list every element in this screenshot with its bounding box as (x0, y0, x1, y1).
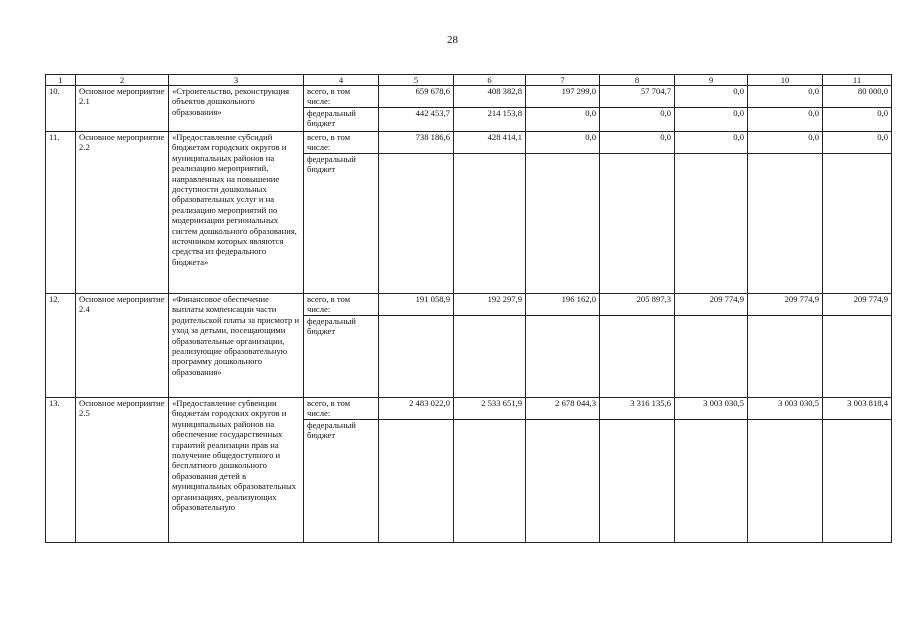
column-header: 5 (379, 75, 454, 86)
amount-cell: 0,0 (823, 132, 892, 154)
column-header: 11 (823, 75, 892, 86)
row-number: 10. (46, 86, 76, 132)
amount-cell (379, 420, 454, 543)
amount-cell: 2 678 044,3 (526, 398, 600, 420)
amount-cell: 0,0 (675, 132, 748, 154)
amount-cell (526, 420, 600, 543)
amount-cell: 209 774,9 (823, 294, 892, 316)
amount-cell: 3 316 135,6 (600, 398, 675, 420)
amount-cell (600, 154, 675, 294)
column-header: 4 (304, 75, 379, 86)
row-number: 13. (46, 398, 76, 543)
amount-cell: 0,0 (600, 108, 675, 132)
table-row (46, 132, 892, 154)
amount-cell (675, 154, 748, 294)
column-header: 9 (675, 75, 748, 86)
amount-cell (454, 316, 526, 398)
amount-cell (454, 420, 526, 543)
event-name: Основное мероприятие 2.4 (76, 294, 169, 398)
amount-cell: 0,0 (748, 108, 823, 132)
funding-source: всего, в том числе: (304, 398, 379, 420)
funding-source: всего, в том числе: (304, 86, 379, 108)
amount-cell (748, 154, 823, 294)
amount-cell: 0,0 (823, 108, 892, 132)
amount-cell (675, 316, 748, 398)
amount-cell (823, 420, 892, 543)
amount-cell: 209 774,9 (748, 294, 823, 316)
amount-cell: 80 000,0 (823, 86, 892, 108)
amount-cell (748, 316, 823, 398)
funding-source: федеральный бюджет (304, 420, 379, 543)
amount-cell: 428 414,1 (454, 132, 526, 154)
amount-cell (748, 420, 823, 543)
table-row (46, 86, 892, 108)
event-description: «Предоставление субсидий бюджетам городских округов и муниципальных районов на реализацию мероприятий, направленных на повышение доступности дошкольных образовательных услуг и на реализацию мероприятий по модернизации региональных систем дошкольного образования, источником которых являются средства из федерального бюджета» (169, 132, 304, 294)
column-header: 6 (454, 75, 526, 86)
amount-cell: 408 382,8 (454, 86, 526, 108)
column-header: 1 (46, 75, 76, 86)
funding-source: всего, в том числе: (304, 294, 379, 316)
amount-cell: 205 897,3 (600, 294, 675, 316)
amount-cell: 192 297,9 (454, 294, 526, 316)
amount-cell: 214 153,8 (454, 108, 526, 132)
amount-cell: 0,0 (748, 132, 823, 154)
amount-cell: 191 058,9 (379, 294, 454, 316)
row-number: 11. (46, 132, 76, 294)
amount-cell: 0,0 (675, 86, 748, 108)
event-description: «Финансовое обеспечение выплаты компенсации части родительской платы за присмотр и уход за детьми, посещающими образовательные организации, реализующие образовательную программу дошкольного образования» (169, 294, 304, 398)
budget-table (45, 74, 892, 543)
funding-source: федеральный бюджет (304, 108, 379, 132)
event-name: Основное мероприятие 2.1 (76, 86, 169, 132)
amount-cell: 2 533 651,9 (454, 398, 526, 420)
amount-cell: 0,0 (526, 108, 600, 132)
amount-cell: 57 704,7 (600, 86, 675, 108)
table-row (46, 294, 892, 316)
amount-cell (526, 154, 600, 294)
page-number: 28 (447, 34, 458, 46)
amount-cell (823, 316, 892, 398)
funding-source: федеральный бюджет (304, 316, 379, 398)
amount-cell: 738 186,6 (379, 132, 454, 154)
event-description: «Строительство, реконструкция объектов дошкольного образования» (169, 86, 304, 132)
column-header: 10 (748, 75, 823, 86)
amount-cell: 3 003 030,5 (675, 398, 748, 420)
amount-cell (600, 316, 675, 398)
amount-cell (526, 316, 600, 398)
table-body (46, 75, 892, 543)
column-header: 3 (169, 75, 304, 86)
amount-cell: 197 299,0 (526, 86, 600, 108)
column-header: 7 (526, 75, 600, 86)
amount-cell: 209 774,9 (675, 294, 748, 316)
column-header: 2 (76, 75, 169, 86)
amount-cell: 0,0 (600, 132, 675, 154)
event-description: «Предоставление субвенции бюджетам городских округов и муниципальных районов на обеспечение государственных гарантий реализации прав на получение общедоступного и бесплатного дошкольного образования детей в муниципальных образовательных организациях, реализующих образовательную (169, 398, 304, 543)
amount-cell (454, 154, 526, 294)
amount-cell (379, 154, 454, 294)
amount-cell (823, 154, 892, 294)
amount-cell: 3 003 818,4 (823, 398, 892, 420)
event-name: Основное мероприятие 2.5 (76, 398, 169, 543)
funding-source: всего, в том числе: (304, 132, 379, 154)
table-row (46, 398, 892, 420)
amount-cell: 659 678,6 (379, 86, 454, 108)
amount-cell: 442 453,7 (379, 108, 454, 132)
amount-cell: 0,0 (748, 86, 823, 108)
funding-source: федеральный бюджет (304, 154, 379, 294)
amount-cell: 196 162,0 (526, 294, 600, 316)
amount-cell: 3 003 030,5 (748, 398, 823, 420)
amount-cell: 0,0 (526, 132, 600, 154)
column-header: 8 (600, 75, 675, 86)
amount-cell: 0,0 (675, 108, 748, 132)
amount-cell: 2 483 022,0 (379, 398, 454, 420)
header-row (46, 75, 892, 86)
amount-cell (675, 420, 748, 543)
amount-cell (379, 316, 454, 398)
event-name: Основное мероприятие 2.2 (76, 132, 169, 294)
amount-cell (600, 420, 675, 543)
row-number: 12. (46, 294, 76, 398)
